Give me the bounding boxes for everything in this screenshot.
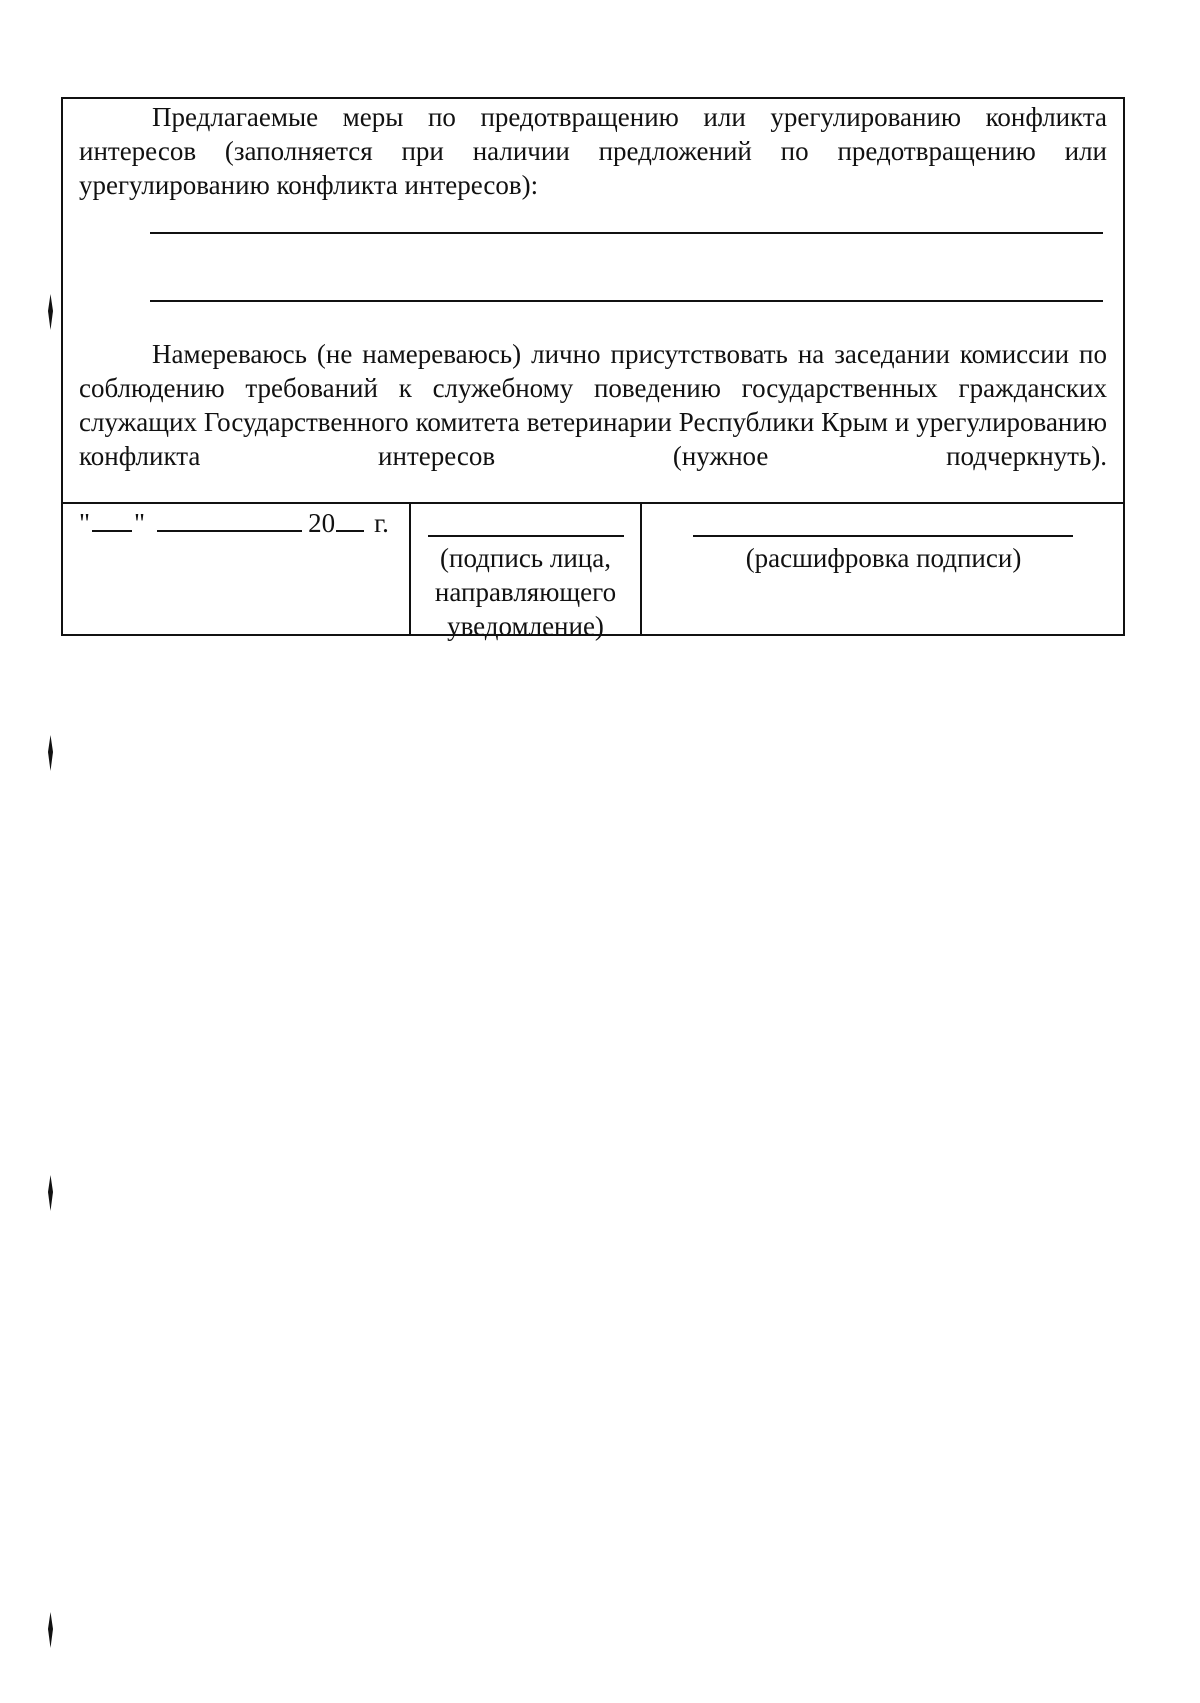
binding-hole-mark — [47, 294, 54, 330]
measures-fill-line-2[interactable] — [150, 300, 1103, 302]
year-suffix: г. — [374, 508, 389, 538]
measures-fill-line-1[interactable] — [150, 232, 1103, 234]
binding-hole-mark — [47, 735, 54, 771]
signature-decoding-caption: (расшифровка подписи) — [745, 543, 1022, 573]
binding-hole-mark — [47, 1612, 54, 1648]
signature-row — [63, 502, 1123, 641]
month-blank[interactable] — [157, 506, 302, 532]
date-open-quote: " — [79, 508, 91, 538]
proposed-measures-text: Предлагаемые меры по предотвращению или урегулированию конфликта интересов (заполняется при наличии предложений по предотвращению или урегулированию конфликта интересов): — [79, 102, 1107, 200]
date-close-quote: " — [134, 508, 146, 538]
intention-text: Намереваюсь (не намереваюсь) лично присутствовать на заседании комиссии по соблюдению требований к служебному поведению государственных гражданских служащих Государственного комитета ветеринарии Республики Крым и урегулированию конфликта интересов (нужное подчеркнуть). — [79, 339, 1107, 471]
signature-decoding-line[interactable] — [693, 535, 1073, 537]
notification-form — [61, 97, 1125, 641]
date-field — [79, 506, 389, 540]
signature-line[interactable] — [428, 535, 624, 537]
day-blank[interactable] — [92, 506, 132, 532]
year-blank[interactable] — [336, 506, 364, 532]
binding-hole-mark — [47, 1175, 54, 1211]
year-prefix: 20 — [308, 508, 336, 538]
signature-caption: (подпись лица, направляющего уведомление) — [434, 543, 617, 641]
